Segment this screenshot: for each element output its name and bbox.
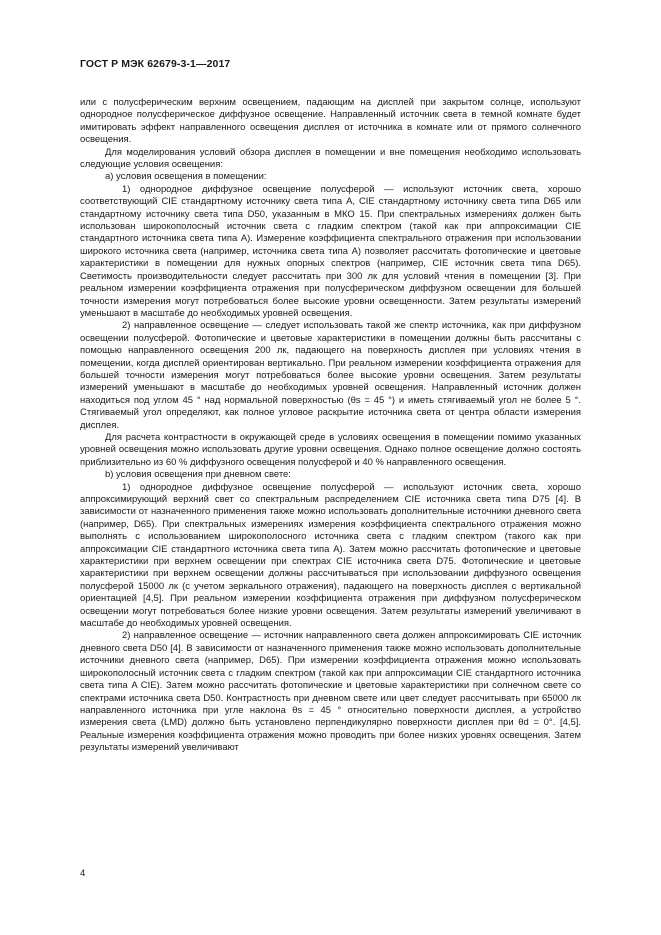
list-item-daylight-directional: 2) направленное освещение — источник направленного света должен аппроксимировать CIE источник дневного света D50 [4]. В зависимости от назначенного применения также можно использовать дополнительные источники дневного света (например, D65). При измерении коэффициента отражения можно использовать широкополосный источник света с гладким спектром (такой как при аппроксимации CIE стандартного источника света типа A CIE). Затем можно рассчитать фотопические и цветовые характеристики при солнечном свете со спектрами источника света D50. Контрастность при дневном свете или цвет следует рассчитывать при 65000 лк направленного источника при угле наклона θs = 45 ° относительно поверхности дисплея, а устройство измерения света (LMD) должно быть установлено перпендикулярно поверхности дисплея при θd = 0°. [4,5]. Реальные измерения коэффициента отражения можно проводить при более низких уровнях освещения. Затем результаты измерений увеличивают <box>80 630 581 754</box>
paragraph-continuation: или с полусферическим верхним освещением, падающим на дисплей при закрытом солнце, используют однородное полусферическое диффузное освещение. Направленный источник света в темной комнате будет имитировать эффект направленного освещения дисплея от источника в комнате или от прямого солнечного освещения. <box>80 97 581 146</box>
list-item-indoor-directional: 2) направленное освещение — следует использовать такой же спектр источника, как при диффузном освещении полусферой. Фотопические и цветовые характеристики в помещении должны быть рассчитаны с помощью направленного освещения 200 лк, падающего на поверхность дисплея при условиях чтения в помещении, когда дисплей ориентирован вертикально. При реальном измерении коэффициента отражения для большей точности измерения могут потребоваться более высокие уровни освещения. Затем результаты измерений уменьшают в масштабе до необходимых уровней освещения. Направленный источник должен находиться под углом 45 ° над нормальной поверхностью (θs = 45 °) и иметь стягиваемый угол не более 5 °. Стягиваемый угол определяют, как полное угловое раскрытие источника света от центра области измерения дисплея. <box>80 320 581 431</box>
list-item-indoor-diffuse: 1) однородное диффузное освещение полусферой — используют источник света, хорошо соответствующий CIE стандартному источнику света типа A, CIE стандартному источнику света типа D65 или стандартному источнику света типа D50, указанным в МКО 15. При спектральных измерениях должен быть использован широкополосный источник света с гладким спектром (такой как при аппроксимации CIE стандартного источника света типа A). Измерение коэффициента спектрального отражения при использовании широкого источника света (например, источника света типа A) позволяет рассчитать фотопические и цветовые характеристики в помещении для нужных опорных спектров (например, CIE источник света типа D65). Светимость производительности следует рассчитать при 300 лк для условий чтения в помещении [3]. При реальном измерении коэффициента отражения при полусферическом диффузном освещении для большей точности измерения могут потребоваться более высокие уровни освещенности. Затем результаты измерений уменьшают в масштабе до необходимых уровней освещения. <box>80 183 581 319</box>
list-item-daylight-diffuse: 1) однородное диффузное освещение полусферой — используют источник света, хорошо аппроксимирующий верхний свет со спектральным распределением CIE источника света типа D75 [4]. В зависимости от назначенного применения также можно использовать дополнительные источники дневного света (например, D65). При спектральных измерениях измерения коэффициента спектрального отражения можно выполнять с использованием широкополосного источника света с гладким спектром (такого как при аппроксимации CIE стандартного источника света типа A). Затем можно рассчитать фотопические и цветовые характеристики при верхнем освещении при спектрах CIE источника света D75. Фотопические и цветовые характеристики при верхнем освещении должны рассчитываться при использовании диффузного освещения полусферой 15000 лк (с учетом зеркального отражения), падающего на поверхность дисплея с вертикальной ориентацией [4,5]. При реальном измерении коэффициента отражения при диффузном полусферическом освещении могут потребоваться более низкие уровни освещения. Затем результаты измерений увеличивают в масштабе до необходимых уровней освещения. <box>80 481 581 630</box>
paragraph-contrast-calculation: Для расчета контрастности в окружающей среде в условиях освещения в помещении помимо указанных уровней освещения можно использовать другие уровни освещения. Однако полное освещение должно состоять приблизительно из 60 % диффузного освещения полусферой и 40 % направленного освещения. <box>80 431 581 468</box>
paragraph-intro: Для моделирования условий обзора дисплея в помещении и вне помещения необходимо использовать следующие условия освещения: <box>80 146 581 171</box>
page-number: 4 <box>80 868 86 879</box>
list-item-daylight-heading: b) условия освещения при дневном свете: <box>105 469 291 481</box>
document-header: ГОСТ Р МЭК 62679-3-1—2017 <box>80 58 231 70</box>
body-text <box>80 97 581 755</box>
list-item-indoor-heading: а) условия освещения в помещении: <box>105 171 267 183</box>
